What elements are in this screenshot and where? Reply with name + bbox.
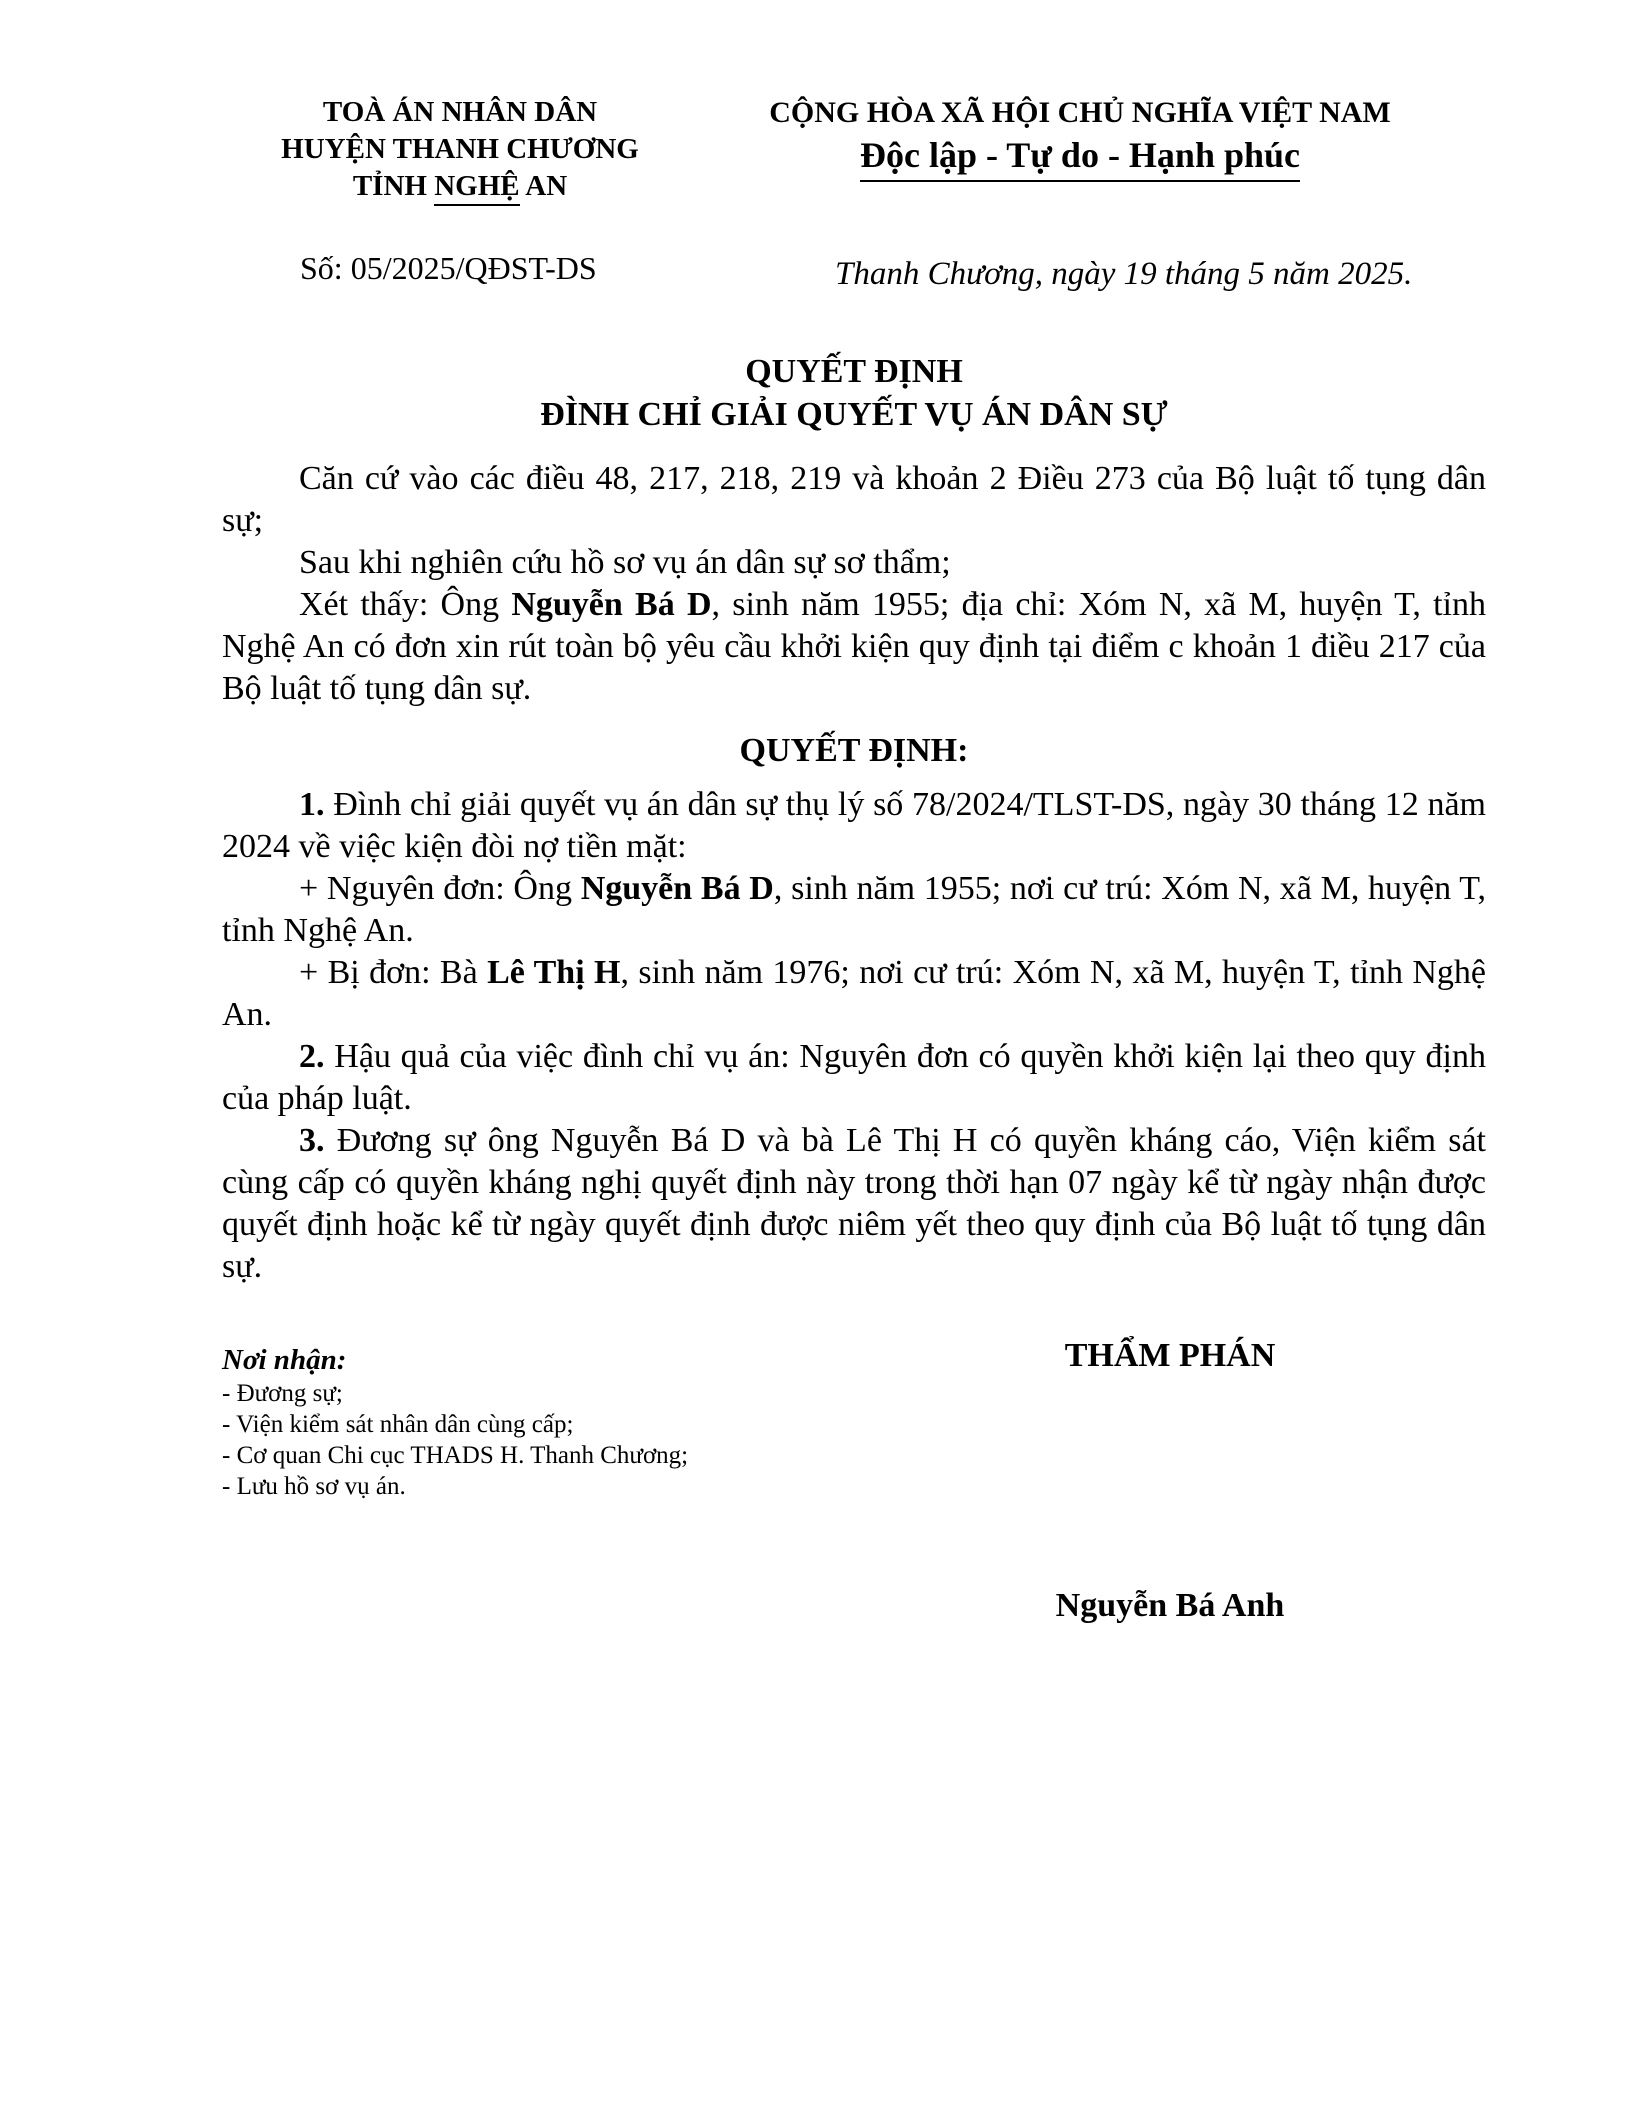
document-number: Số: 05/2025/QĐST-DS <box>300 250 597 286</box>
title-line1: QUYẾT ĐỊNH <box>745 353 963 390</box>
decision-item-1: 1. Đình chỉ giải quyết vụ án dân sự thụ lý số 78/2024/TLST-DS, ngày 30 tháng 12 năm 2024 về việc kiện đòi nợ tiền mặt: <box>222 786 1486 865</box>
national-title: CỘNG HÒA XÃ HỘI CHỦ NGHĨA VIỆT NAM <box>769 96 1391 129</box>
underlined-text: NGHỆ <box>434 170 519 206</box>
court-name-line1: TOÀ ÁN NHÂN DÂN <box>322 96 598 128</box>
court-header <box>240 94 680 205</box>
defendant-line: + Bị đơn: Bà Lê Thị H, sinh năm 1976; nơi cư trú: Xóm N, xã M, huyện T, tỉnh Nghệ An. <box>222 954 1486 1033</box>
recipient-item: - Đương sự; <box>222 1380 343 1407</box>
court-name-line2: HUYỆN THANH CHƯƠNG <box>281 133 639 165</box>
document-body <box>222 458 1486 1288</box>
document-title <box>222 350 1486 436</box>
recipients-heading: Nơi nhận: <box>222 1344 347 1376</box>
signer-title: THẨM PHÁN <box>1064 1337 1276 1374</box>
recipient-item: - Lưu hồ sơ vụ án. <box>222 1473 406 1500</box>
basis-paragraph: Căn cứ vào các điều 48, 217, 218, 219 và khoản 2 Điều 273 của Bộ luật tố tụng dân sự; <box>222 460 1486 539</box>
plaintiff-line: + Nguyên đơn: Ông Nguyễn Bá D, sinh năm 1955; nơi cư trú: Xóm N, xã M, huyện T, tỉnh Nghệ An. <box>222 870 1486 949</box>
national-motto: Độc lập - Tự do - Hạnh phúc <box>860 132 1300 182</box>
document-date: Thanh Chương, ngày 19 tháng 5 năm 2025. <box>835 256 1413 292</box>
decision-item-2: 2. Hậu quả của việc đình chỉ vụ án: Nguyên đơn có quyền khởi kiện lại theo quy định của pháp luật. <box>222 1038 1486 1117</box>
signer-name: Nguyễn Bá Anh <box>1055 1587 1285 1624</box>
recipients-block <box>222 1342 842 1502</box>
court-name-line3: TỈNH NGHỆ AN <box>240 168 680 205</box>
decision-item-3: 3. Đương sự ông Nguyễn Bá D và bà Lê Thị H có quyền kháng cáo, Viện kiểm sát cùng cấp có quyền kháng nghị quyết định này trong thời hạn 07 ngày kể từ ngày nhận được quyết định hoặc kể từ ngày quyết định được niêm yết theo quy định của Bộ luật tố tụng dân sự. <box>222 1122 1486 1285</box>
decision-heading: QUYẾT ĐỊNH: <box>739 732 969 769</box>
consideration-paragraph: Xét thấy: Ông Nguyễn Bá D, sinh năm 1955; địa chỉ: Xóm N, xã M, huyện T, tỉnh Nghệ An có đơn xin rút toàn bộ yêu cầu khởi kiện quy định tại điểm c khoản 1 điều 217 của Bộ luật tố tụng dân sự. <box>222 586 1486 707</box>
recipient-item: - Cơ quan Chi cục THADS H. Thanh Chương; <box>222 1442 689 1469</box>
review-paragraph: Sau khi nghiên cứu hồ sơ vụ án dân sự sơ thẩm; <box>299 544 951 581</box>
title-line2: ĐÌNH CHỈ GIẢI QUYẾT VỤ ÁN DÂN SỰ <box>540 396 1168 433</box>
national-header <box>720 94 1440 182</box>
recipient-item: - Viện kiểm sát nhân dân cùng cấp; <box>222 1411 574 1438</box>
